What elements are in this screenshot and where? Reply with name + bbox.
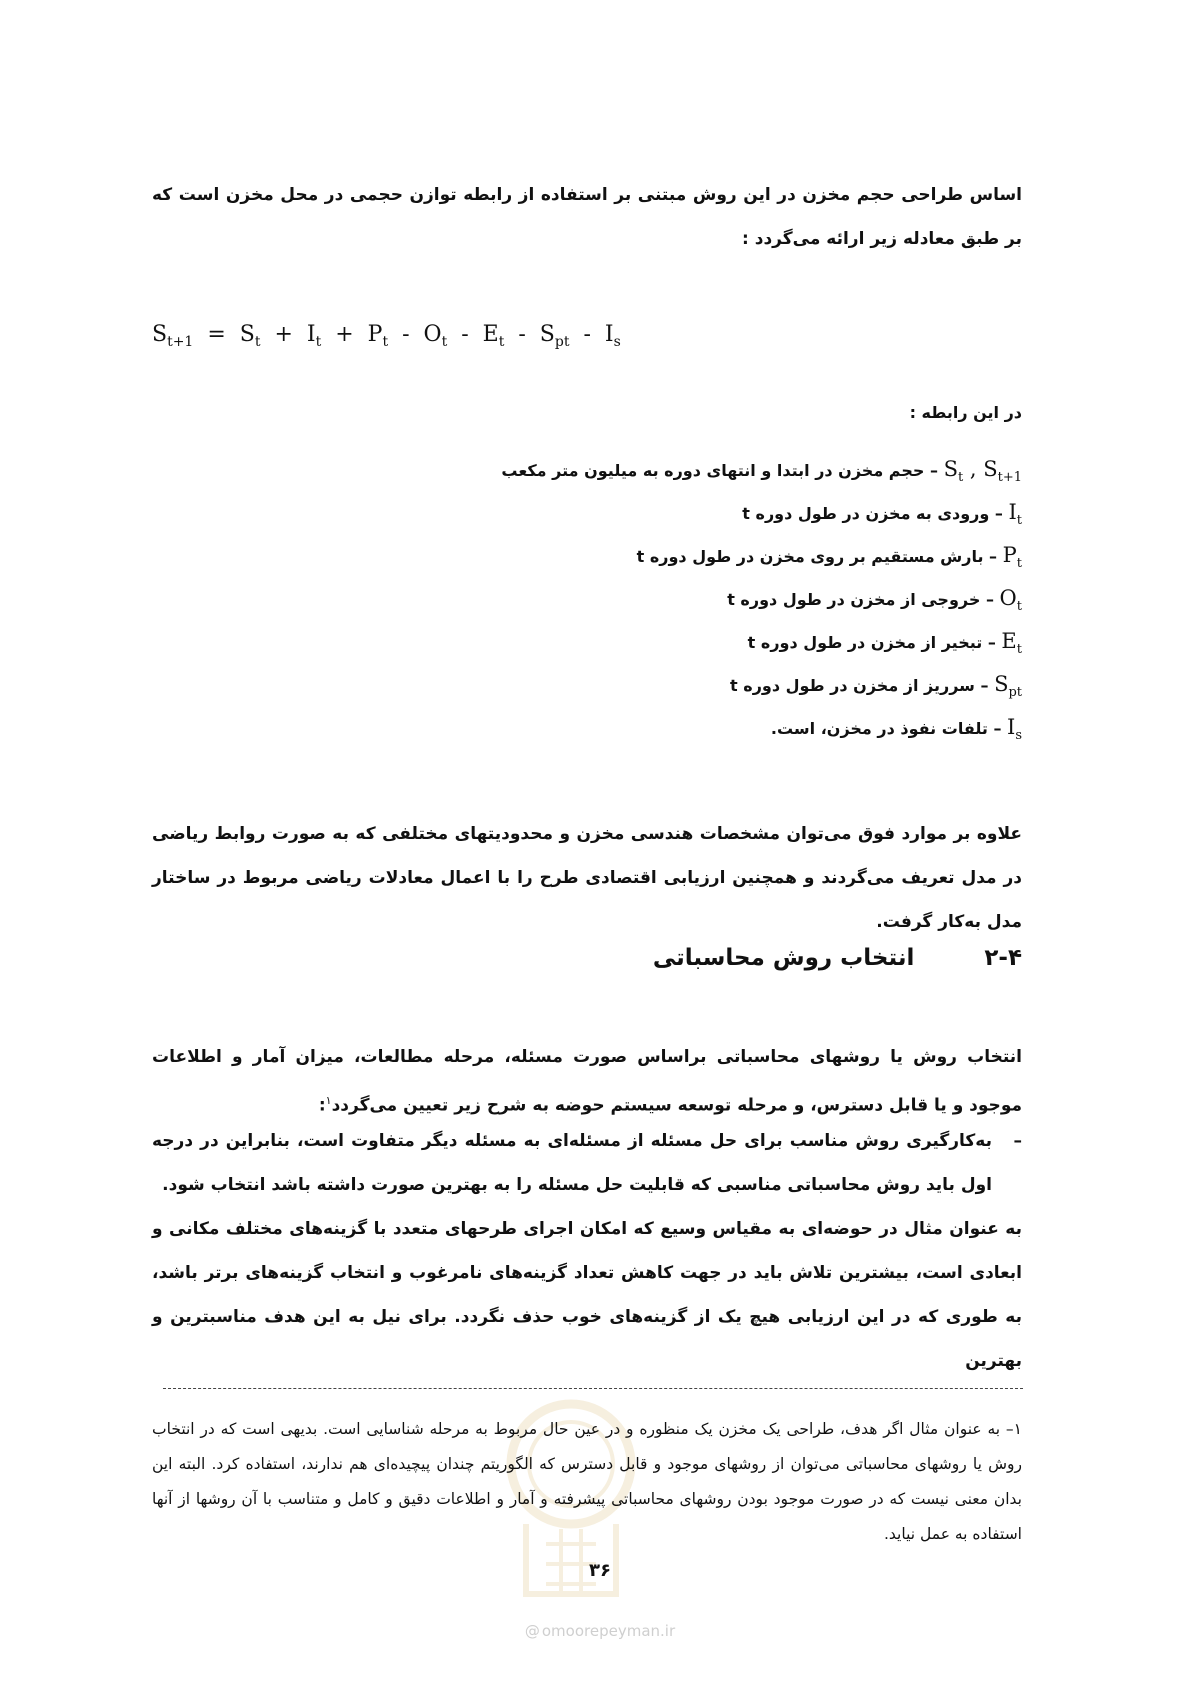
bullet-dash: –: [1013, 1131, 1022, 1151]
formula-op: -: [395, 322, 417, 347]
variable-definitions: [152, 448, 1022, 749]
definition-item: [152, 663, 1022, 706]
formula-op: +: [267, 322, 300, 347]
where-label: در این رابطه :: [909, 403, 1022, 422]
formula-op: +: [328, 322, 361, 347]
formula-op: =: [200, 322, 233, 347]
variable-symbol: $E_t$: [1001, 629, 1022, 657]
definition-item: [152, 577, 1022, 620]
page-number: ۳۶: [589, 1560, 611, 1581]
variable-symbol: $I_t$: [1008, 500, 1022, 528]
definition-text: – تبخیر از مخزن در طول دوره t: [747, 633, 996, 652]
variable-symbol: $S_t$ , $S_{t+1}$: [943, 457, 1022, 485]
formula-term: $E_t$: [482, 322, 505, 350]
definition-text: – حجم مخزن در ابتدا و انتهای دوره به میلیون متر مکعب: [501, 461, 938, 480]
formula-term: $O_t$: [423, 322, 448, 350]
definition-item: [152, 534, 1022, 577]
at-icon: @: [524, 1622, 540, 1640]
footnote-divider: [163, 1388, 1023, 1389]
formula-op: -: [576, 322, 598, 347]
variable-symbol: $P_t$: [1002, 543, 1022, 571]
definition-item: [152, 491, 1022, 534]
section-number: ۲-۴: [984, 945, 1022, 971]
variable-symbol: $I_s$: [1007, 715, 1022, 743]
definition-text: – ورودی به مخزن در طول دوره t: [742, 504, 1003, 523]
watermark-url: [480, 1622, 720, 1640]
watermark-url-text: omoorepeyman.ir: [541, 1622, 676, 1640]
bullet-text: به‌کارگیری روش مناسب برای حل مسئله از مسئله‌ای به مسئله دیگر متفاوت است، بنابراین در درجه اول باید روش محاسباتی مناسبی که قابلیت حل مسئله را به بهترین صورت داشته باشد انتخاب شود.: [152, 1131, 992, 1195]
definition-item: [152, 448, 1022, 491]
method-selection-paragraph: [152, 1035, 1022, 1128]
formula-term: $I_t$: [306, 322, 322, 350]
definition-text: – خروجی از مخزن در طول دوره t: [727, 590, 994, 609]
formula-op: -: [511, 322, 533, 347]
definition-text: – تلفات نفوذ در مخزن، است.: [770, 719, 1002, 738]
example-paragraph: به عنوان مثال در حوضه‌ای به مقیاس وسیع که امکان اجرای طرحهای متعدد با گزینه‌های مختلف مکانی و ابعادی است، بیشترین تلاش باید در جهت کاهش تعداد گزینه‌های نامرغوب و انتخاب گزینه‌های برتر باشد، به طوری که در این ارزیابی هیچ یک از گزینه‌های خوب حذف نگردد. برای نیل به این هدف مناسبترین و بهترین: [152, 1219, 1022, 1371]
constraints-paragraph: علاوه بر موارد فوق می‌توان مشخصات هندسی مخزن و محدودیتهای مختلفی که به صورت روابط ریاضی در مدل تعریف می‌گردند و همچنین ارزیابی اقتصادی طرح را با اعمال معادلات ریاضی مربوط در ساختار مدل به‌کار گرفت.: [152, 824, 1022, 932]
formula-term: $S_t$: [239, 322, 261, 350]
bullet-item: [152, 1119, 1022, 1207]
variable-symbol: $S_{pt}$: [994, 672, 1022, 700]
formula-term: $P_t$: [367, 322, 389, 350]
footnote: ۱– به عنوان مثال اگر هدف، طراحی یک مخزن یک منظوره و در عین حال مربوط به مرحله شناسایی است. بدیهی است که در انتخاب روش یا روشهای محاسباتی می‌توان از روشهای موجود و قابل دسترس که الگوریتم چندان پیچیده‌ای هم ندارند، استفاده کرد. البته این بدان معنی نیست که در صورت موجود بودن روشهای محاسباتی پیشرفته و آمار و اطلاعات دقیق و کامل و متناسب با آن روشها از آنها استفاده به عمل نیاید.: [152, 1420, 1022, 1543]
definition-item: [152, 706, 1022, 749]
footnote-reference[interactable]: ۱: [325, 1094, 332, 1107]
method-selection-colon: :: [318, 1095, 326, 1116]
variable-symbol: $O_t$: [999, 586, 1022, 614]
water-balance-equation: [152, 322, 621, 350]
formula-term: $S_{pt}$: [539, 322, 570, 350]
definition-item: [152, 620, 1022, 663]
section-title: انتخاب روش محاسباتی: [652, 945, 915, 971]
formula-term: $I_s$: [604, 322, 621, 350]
formula-term-lhs: $S_{t+1}$: [152, 322, 194, 350]
definition-text: – سرریز از مخزن در طول دوره t: [730, 676, 989, 695]
formula-op: -: [454, 322, 476, 347]
section-heading: [152, 945, 1022, 971]
method-selection-text: انتخاب روش یا روشهای محاسباتی براساس صورت مسئله، مرحله مطالعات، میزان آمار و اطلاعات موجود و یا قابل دسترس، و مرحله توسعه سیستم حوضه به شرح زیر تعیین می‌گردد: [152, 1047, 1022, 1116]
intro-paragraph: اساس طراحی حجم مخزن در این روش مبتنی بر استفاده از رابطه توازن حجمی در محل مخزن است که بر طبق معادله زیر ارائه می‌گردد :: [152, 185, 1022, 249]
definition-text: – بارش مستقیم بر روی مخزن در طول دوره t: [636, 547, 998, 566]
